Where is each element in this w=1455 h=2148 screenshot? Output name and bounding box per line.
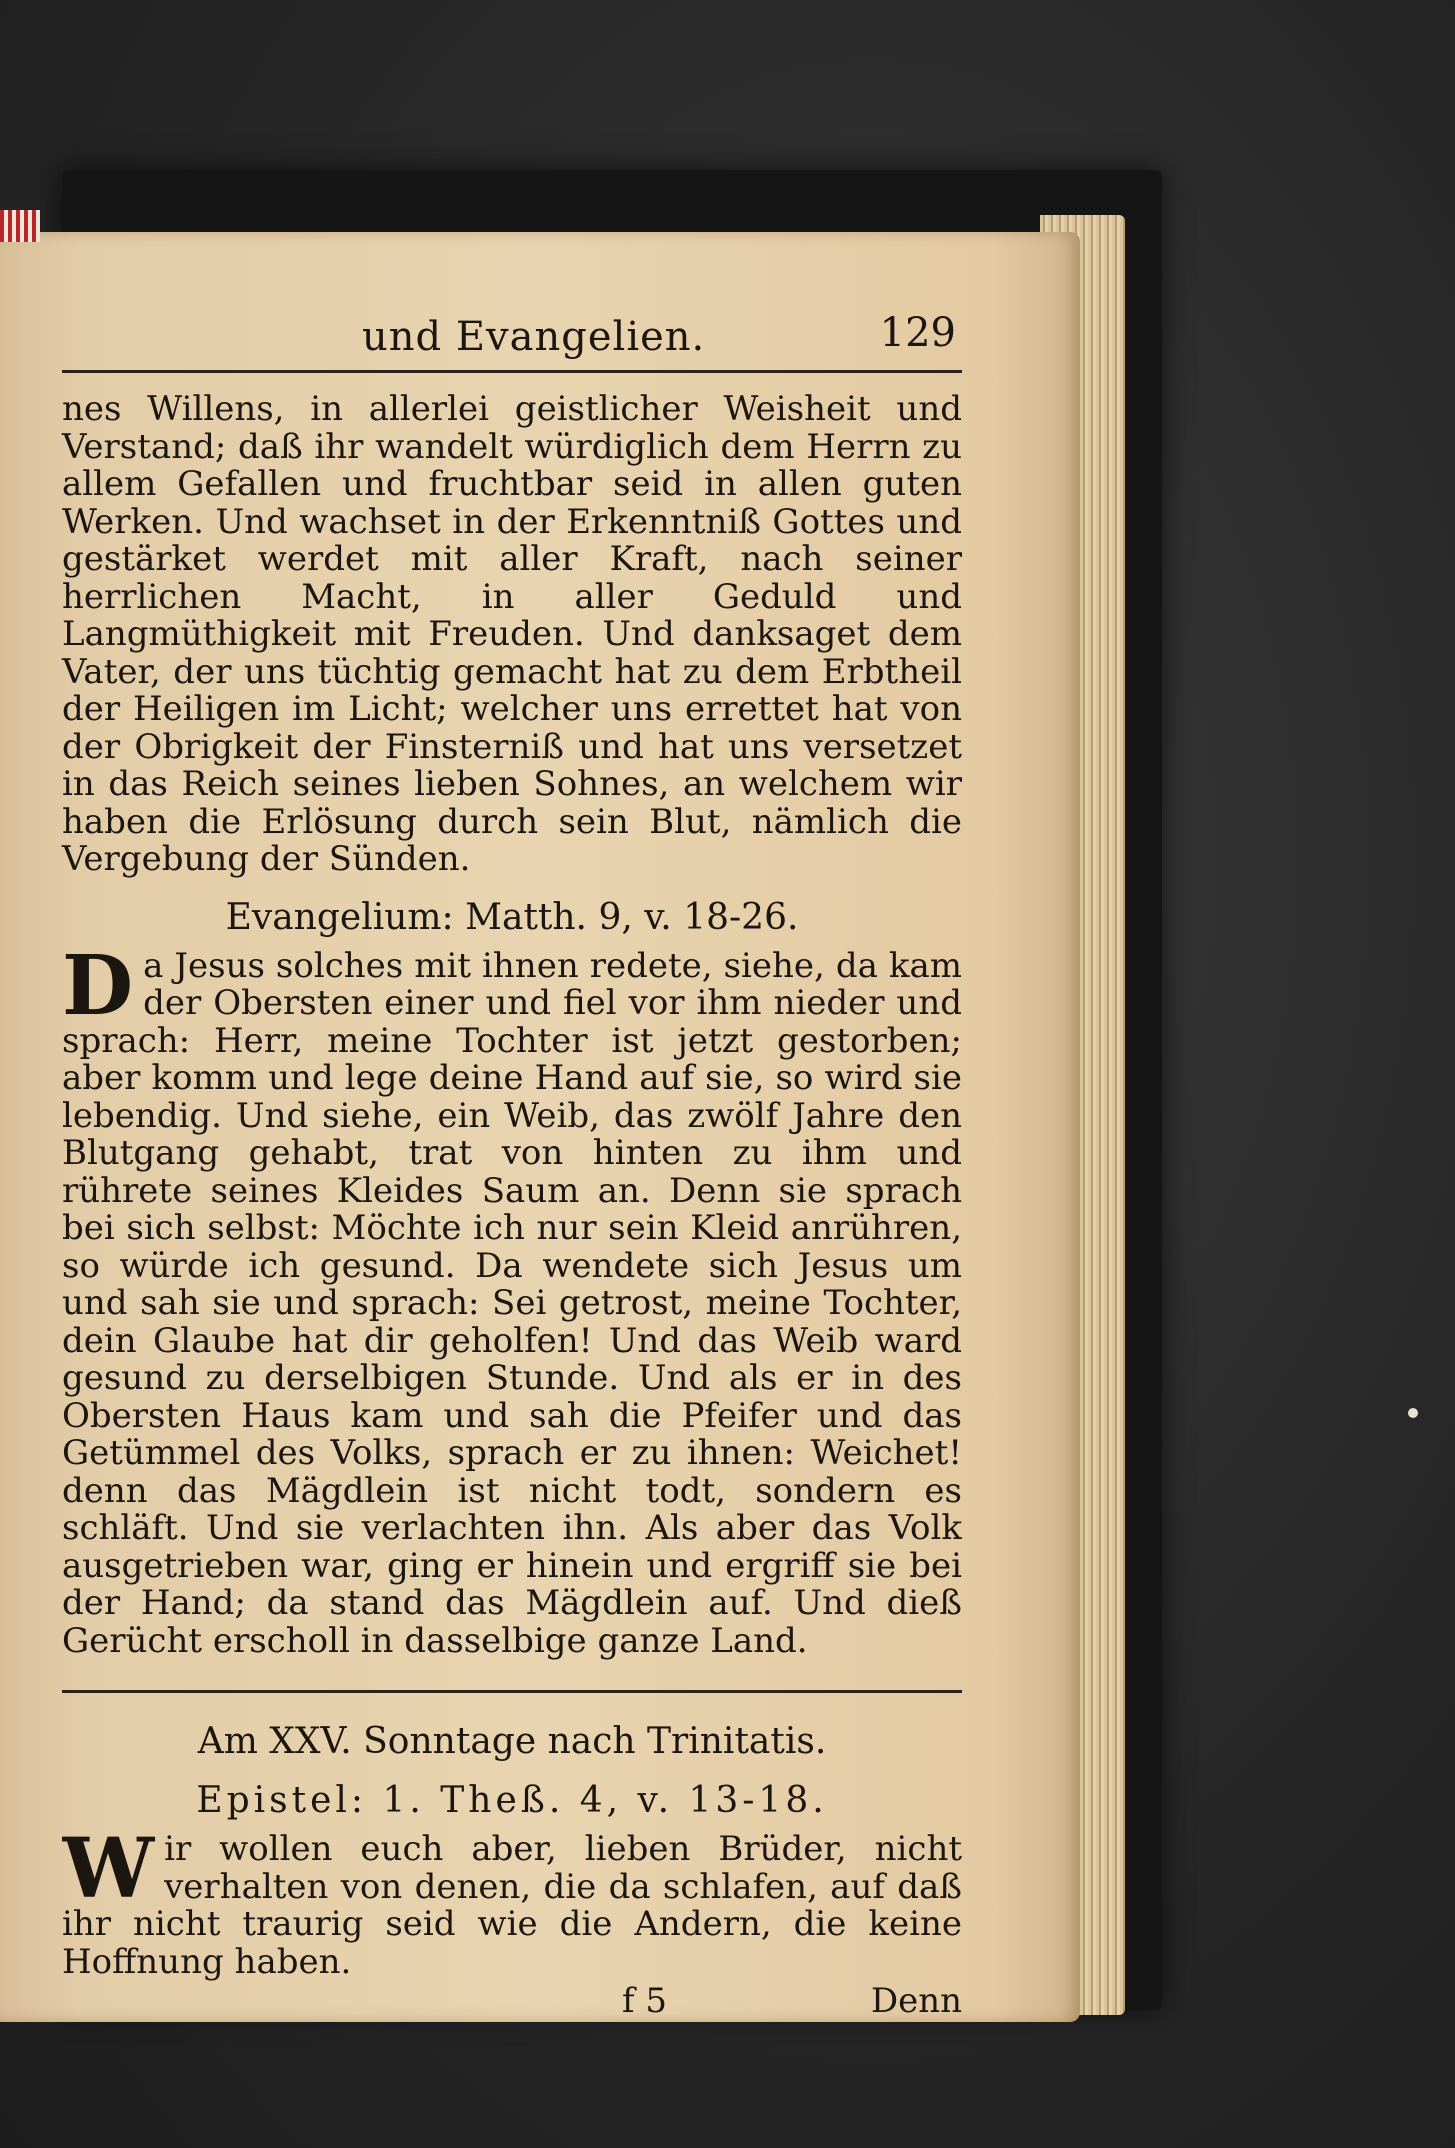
running-head-title: und Evangelien. <box>362 314 706 360</box>
page-footer <box>62 1981 962 2021</box>
catchword: Denn <box>870 1981 962 2021</box>
epistle-paragraph <box>62 1831 962 1981</box>
epistle-text: ir wollen euch aber, lieben Brüder, nicht verhalten von denen, die da schlafen, auf daß ihr nicht traurig seid wie die Andern, die keine Hoffnung haben. <box>62 1831 962 1981</box>
page-content <box>62 300 962 2021</box>
dust-speck <box>1408 1408 1418 1418</box>
sunday-heading: Am XXV. Sonntage nach Trinitatis. <box>197 1721 827 1762</box>
section-rule <box>62 1690 962 1693</box>
page-number: 129 <box>879 310 956 356</box>
gospel-paragraph <box>62 948 962 1661</box>
gospel-dropcap: D <box>62 947 134 1034</box>
signature-mark: f 5 <box>622 1981 668 2021</box>
gospel-heading: Evangelium: Matth. 9, v. 18-26. <box>225 896 799 938</box>
header-rule <box>62 370 962 373</box>
bookmark-ribbon <box>0 210 40 242</box>
running-head <box>62 300 962 362</box>
gospel-text: a Jesus solches mit ihnen redete, siehe, da kam der Obersten einer und fiel vor ihm nieder und sprach: Herr, meine Tochter ist jetzt gestorben; aber komm und lege deine Hand auf sie, so wird sie lebendig. Und siehe, ein Weib, das zwölf Jahre den Blutgang gehabt, trat von hinten zu ihm und rührete seines Kleides Saum an. Denn sie sprach bei sich selbst: Möchte ich nur sein Kleid anrühren, so würde ich gesund. Da wendete sich Jesus um und sah sie und sprach: Sei getrost, meine Tochter, dein Glaube hat dir geholfen! Und das Weib ward gesund zu derselbigen Stunde. Und als er in des Obersten Haus kam und sah die Pfeifer und das Getümmel des Volks, sprach er zu ihnen: Weichet! denn das Mägdlein ist nicht todt, sondern es schläft. Und sie verlachten ihn. Als aber das Volk ausgetrieben war, ging er hinein und ergriff sie bei der Hand; da stand das Mägdlein auf. Und dieß Gerücht erscholl in dasselbige ganze Land. <box>62 947 962 1660</box>
epistle-dropcap: W <box>62 1831 155 1917</box>
epistle-heading: Epistel: 1. Theß. 4, v. 13-18. <box>196 1780 828 1821</box>
epistle-continuation-text: nes Willens, in allerlei geistlicher Weisheit und Verstand; daß ihr wandelt würdiglich dem Herrn zu allem Gefallen und fruchtbar seid in allen guten Werken. Und wachset in der Erkenntniß Gottes und gestärket werdet mit aller Kraft, nach seiner herrlichen Macht, in aller Geduld und Langmüthigkeit mit Freuden. Und danksaget dem Vater, der uns tüchtig gemacht hat zu dem Erbtheil der Heiligen im Licht; welcher uns errettet hat von der Obrigkeit der Finsterniß und hat uns versetzet in das Reich seines lieben Sohnes, an welchem wir haben die Erlösung durch sein Blut, nämlich die Vergebung der Sünden. <box>62 389 962 879</box>
